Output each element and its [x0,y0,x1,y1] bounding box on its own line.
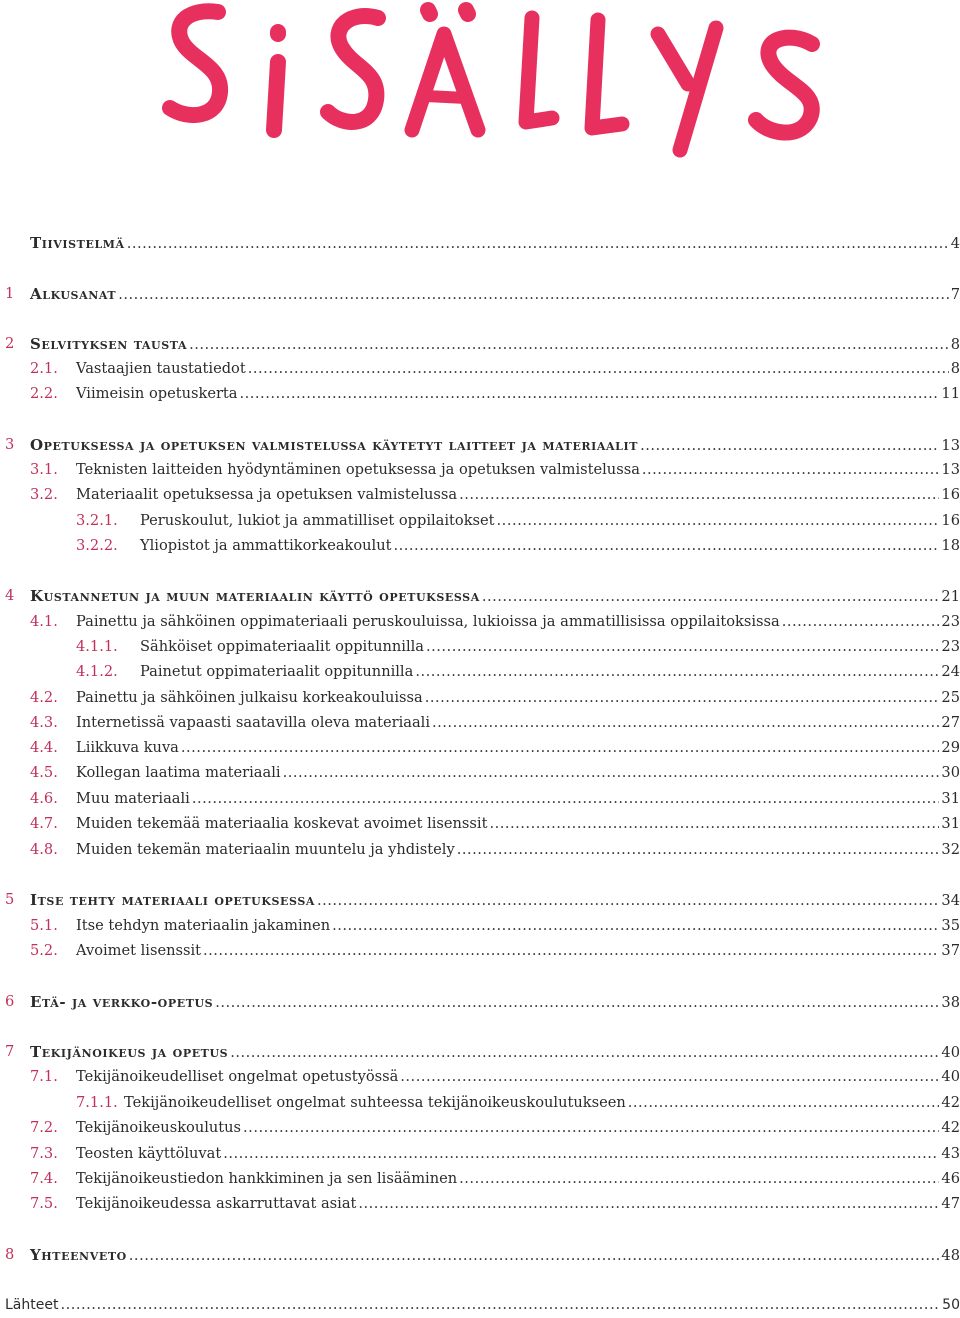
toc-entry[interactable] [0,1242,960,1268]
dot-leader [425,685,940,711]
toc-entry[interactable] [0,735,960,761]
toc-entry-page: 13 [941,437,960,454]
toc-entry-number: 4.3. [30,714,58,731]
toc-entry-page: 31 [941,815,960,832]
toc-entry-number: 5.1. [30,917,58,934]
dot-leader [426,634,939,660]
toc-entry-label: Itse tehty materiaali opetuksessa [30,891,315,909]
toc-entry[interactable] [0,634,960,660]
toc-entry-number: 3.2.2. [76,537,118,554]
toc-entry-number: 4.7. [30,815,58,832]
dot-leader [127,231,949,257]
toc-entry-label: Teknisten laitteiden hyödyntäminen opetuksessa ja opetuksen valmistelussa [76,461,640,478]
toc-entry-page: 38 [941,994,960,1011]
toc-entry[interactable] [0,609,960,635]
dot-leader [192,786,940,812]
toc-entry[interactable] [0,1115,960,1141]
toc-entry[interactable] [0,482,960,508]
toc-entry-number: 5.2. [30,942,58,959]
toc-entry-page: 47 [941,1195,960,1212]
toc-entry[interactable] [0,281,960,307]
toc-entry-number: 3.2.1. [76,512,118,529]
toc-entry-number: 2 [5,335,15,352]
dot-leader [118,282,949,308]
toc-entry-page: 11 [941,385,960,402]
toc-entry-page: 27 [941,714,960,731]
toc-entry-page: 16 [941,486,960,503]
toc-entry[interactable] [0,1039,960,1065]
toc-entry-label: Kustannetun ja muun materiaalin käyttö opetuksessa [30,587,480,605]
dot-leader [243,1115,939,1141]
toc-entry-label: Internetissä vapaasti saatavilla oleva materiaali [76,714,431,731]
toc-entry[interactable] [0,760,960,786]
dot-leader [230,1040,939,1066]
toc-entry[interactable] [0,1191,960,1217]
dot-leader [782,609,940,635]
toc-entry[interactable] [0,230,960,256]
toc-entry-label: Materiaalit opetuksessa ja opetuksen valmistelussa [76,486,458,503]
toc-entry-page: 40 [941,1068,960,1085]
dot-leader [317,888,939,914]
title-letter-stroke [756,38,812,133]
toc-entry-page: 30 [941,764,960,781]
title-letter-stroke [170,11,220,115]
title-letter-stroke [412,34,478,130]
dot-leader [283,760,940,786]
toc-entry-number: 4.1.1. [76,638,118,655]
toc-entry[interactable] [0,1090,960,1116]
toc-entry-number: 7.2. [30,1119,58,1136]
toc-entry[interactable] [0,811,960,837]
toc-entry-page: 31 [941,790,960,807]
dot-leader [400,1064,939,1090]
toc-entry-number: 4 [5,587,15,604]
toc-entry[interactable] [0,913,960,939]
toc-entry-page: 42 [941,1119,960,1136]
toc-entry-label: Alkusanat [30,285,117,303]
toc-entry-label: Sähköiset oppimateriaalit oppitunnilla [140,638,424,655]
dot-leader [457,837,940,863]
title-letter-stroke [274,62,278,130]
toc-entry-page: 18 [941,537,960,554]
sisallys-handwritten-title [160,0,840,160]
toc-entry-label: Itse tehdyn materiaalin jakaminen [76,917,331,934]
toc-entry-page: 32 [941,841,960,858]
toc-entry-label: Lähteet [5,1297,59,1313]
toc-entry-label: Tekijänoikeudessa askarruttavat asiat [76,1195,357,1212]
toc-entry-number: 3 [5,436,15,453]
toc-entry-label: Muu materiaali [76,790,190,807]
toc-entry-page: 4 [950,235,960,252]
toc-entry-label: Avoimet lisenssit [76,942,201,959]
toc-entry[interactable] [0,508,960,534]
toc-entry-page: 24 [941,663,960,680]
toc-entry-label: Tekijänoikeustiedon hankkiminen ja sen lisääminen [76,1170,458,1187]
toc-entry-page: 23 [941,613,960,630]
toc-entry[interactable] [0,432,960,458]
dot-leader [415,659,939,685]
dot-leader [215,990,939,1016]
toc-entry-page: 34 [941,892,960,909]
toc-entry-label: Painettu ja sähköinen oppimateriaali peruskouluissa, lukioissa ja ammatillisissa oppilaitoksissa [76,613,780,630]
toc-entry-label: Tiivistelmä [30,234,125,252]
toc-entry-label: Painettu ja sähköinen julkaisu korkeakouluissa [76,689,423,706]
dot-leader [60,1292,940,1318]
toc-entry-page: 8 [950,336,960,353]
toc-entry-number: 6 [5,993,15,1010]
dot-leader [432,710,939,736]
dot-leader [223,1141,939,1167]
dot-leader [358,1191,939,1217]
toc-entry-number: 7.3. [30,1145,58,1162]
title-letter-stroke [526,18,552,122]
toc-entry-page: 40 [941,1044,960,1061]
toc-entry-page: 37 [941,942,960,959]
toc-entry-label: Opetuksessa ja opetuksen valmistelussa käytetyt laitteet ja materiaalit [30,436,639,454]
toc-entry[interactable] [0,381,960,407]
toc-entry-label: Yliopistot ja ammattikorkeakoulut [140,537,392,554]
toc-entry-number: 7.1.1. [76,1094,118,1111]
toc-entry-page: 42 [941,1094,960,1111]
toc-entry-number: 7.1. [30,1068,58,1085]
toc-entry-number: 4.2. [30,689,58,706]
dot-leader [482,584,940,610]
toc-entry-label: Vastaajien taustatiedot [76,360,246,377]
toc-entry-label: Etä- ja verkko-opetus [30,993,214,1011]
dot-leader [489,811,939,837]
title-letter-stroke [328,16,378,122]
toc-entry-number: 8 [5,1246,15,1263]
toc-entry[interactable] [0,659,960,685]
dot-leader [129,1243,940,1269]
toc-entry-label: Selvityksen tausta [30,335,188,353]
dot-leader [459,1166,939,1192]
toc-entry-label: Liikkuva kuva [76,739,179,756]
toc-entry-number: 7 [5,1043,15,1060]
toc-entry-label: Peruskoulut, lukiot ja ammatilliset oppilaitokset [140,512,495,529]
toc-entry-label: Tekijänoikeuskoulutus [76,1119,242,1136]
toc-entry-label: Muiden tekemää materiaalia koskevat avoimet lisenssit [76,815,488,832]
title-letter-stroke [592,20,622,128]
toc-entry-number: 4.6. [30,790,58,807]
toc-entry-number: 7.5. [30,1195,58,1212]
toc-entry-number: 2.2. [30,385,58,402]
toc-entry-label: Kollegan laatima materiaali [76,764,281,781]
dot-leader [181,735,940,761]
dot-leader [240,381,940,407]
toc-entry-page: 23 [941,638,960,655]
dot-leader [628,1090,940,1116]
toc-entry-label: Yhteenveto [30,1246,127,1264]
dot-leader [497,508,940,534]
toc-entry-page: 35 [941,917,960,934]
toc-entry[interactable] [0,457,960,483]
toc-entry-label: Tekijänoikeus ja opetus [30,1043,229,1061]
title-letter-stroke [466,10,468,14]
toc-entry-page: 25 [941,689,960,706]
toc-entry[interactable] [0,837,960,863]
toc-entry-number: 3.2. [30,486,58,503]
toc-entry[interactable] [0,938,960,964]
toc-entry-page: 8 [950,360,960,377]
toc-entry-label: Teosten käyttöluvat [76,1145,222,1162]
toc-entry[interactable] [0,331,960,357]
toc-entry-label: Tekijänoikeudelliset ongelmat opetustyössä [76,1068,399,1085]
toc-entry-number: 2.1. [30,360,58,377]
dot-leader [332,913,939,939]
toc-entry-page: 13 [941,461,960,478]
toc-entry-number: 4.8. [30,841,58,858]
dot-leader [642,457,940,483]
toc-entry-label: Tekijänoikeudelliset ongelmat suhteessa tekijänoikeuskoulutukseen [124,1094,626,1111]
toc-entry[interactable] [0,1292,960,1318]
toc-entry[interactable] [0,989,960,1015]
toc-entry[interactable] [0,887,960,913]
toc-entry-page: 46 [941,1170,960,1187]
toc-entry[interactable] [0,1166,960,1192]
toc-entry[interactable] [0,1064,960,1090]
page-title [160,0,840,160]
toc-entry[interactable] [0,786,960,812]
toc-entry-number: 5 [5,891,15,908]
toc-entry-page: 48 [941,1247,960,1264]
dot-leader [203,938,939,964]
toc-entry-page: 29 [941,739,960,756]
dot-leader [189,332,949,358]
toc-entry-label: Muiden tekemän materiaalin muuntelu ja yhdistely [76,841,455,858]
dot-leader [248,356,949,382]
toc-entry-label: Painetut oppimateriaalit oppitunnilla [140,663,414,680]
dot-leader [459,482,939,508]
title-letter-stroke [658,34,688,84]
toc-entry-number: 4.4. [30,739,58,756]
title-letter-stroke [428,10,430,14]
toc-entry-page: 21 [941,588,960,605]
dot-leader [640,433,939,459]
toc-entry-number: 1 [5,285,15,302]
toc-entry-page: 43 [941,1145,960,1162]
toc-entry[interactable] [0,583,960,609]
toc-entry[interactable] [0,356,960,382]
toc-entry-number: 4.1. [30,613,58,630]
toc-entry-number: 7.4. [30,1170,58,1187]
toc-entry[interactable] [0,710,960,736]
toc-entry[interactable] [0,1141,960,1167]
toc-entry-label: Viimeisin opetuskerta [76,385,238,402]
toc-entry[interactable] [0,533,960,559]
title-letter-stroke [426,96,466,98]
toc-entry-page: 16 [941,512,960,529]
toc-entry-number: 3.1. [30,461,58,478]
toc-entry-page: 50 [942,1297,960,1313]
toc-entry[interactable] [0,685,960,711]
dot-leader [394,533,940,559]
toc-entry-number: 4.5. [30,764,58,781]
toc-entry-page: 7 [950,286,960,303]
toc-entry-number: 4.1.2. [76,663,118,680]
